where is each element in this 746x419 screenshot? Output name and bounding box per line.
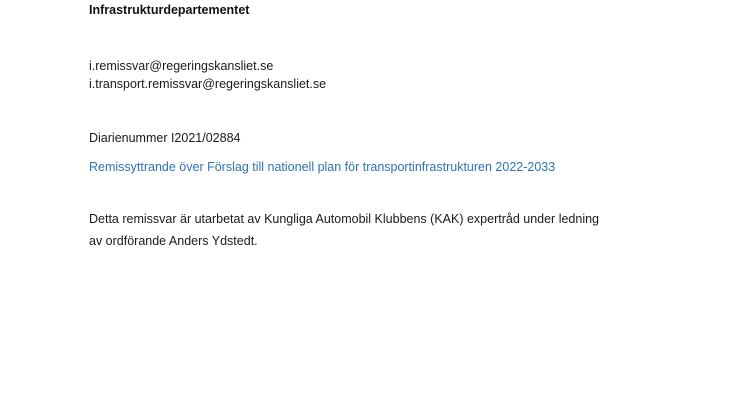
email-block	[89, 57, 689, 93]
body-line-1: Detta remissvar är utarbetat av Kungliga Automobil Klubbens (KAK) expertråd under ledning	[89, 212, 600, 226]
body-block	[89, 208, 689, 252]
body-line-2: av ordförande Anders Ydstedt.	[89, 234, 258, 248]
email-address-secondary: i.transport.remissvar@regeringskansliet.se	[89, 77, 327, 91]
department-heading: Infrastrukturdepartementet	[89, 3, 250, 17]
document-content	[89, 0, 689, 252]
email-address-primary: i.remissvar@regeringskansliet.se	[89, 59, 274, 73]
reference-block	[89, 129, 689, 176]
reference-number: Diarienummer I2021/02884	[89, 131, 241, 145]
document-subject-line: Remissyttrande över Förslag till nationell plan för transportinfrastrukturen 2022-2033	[89, 160, 556, 174]
